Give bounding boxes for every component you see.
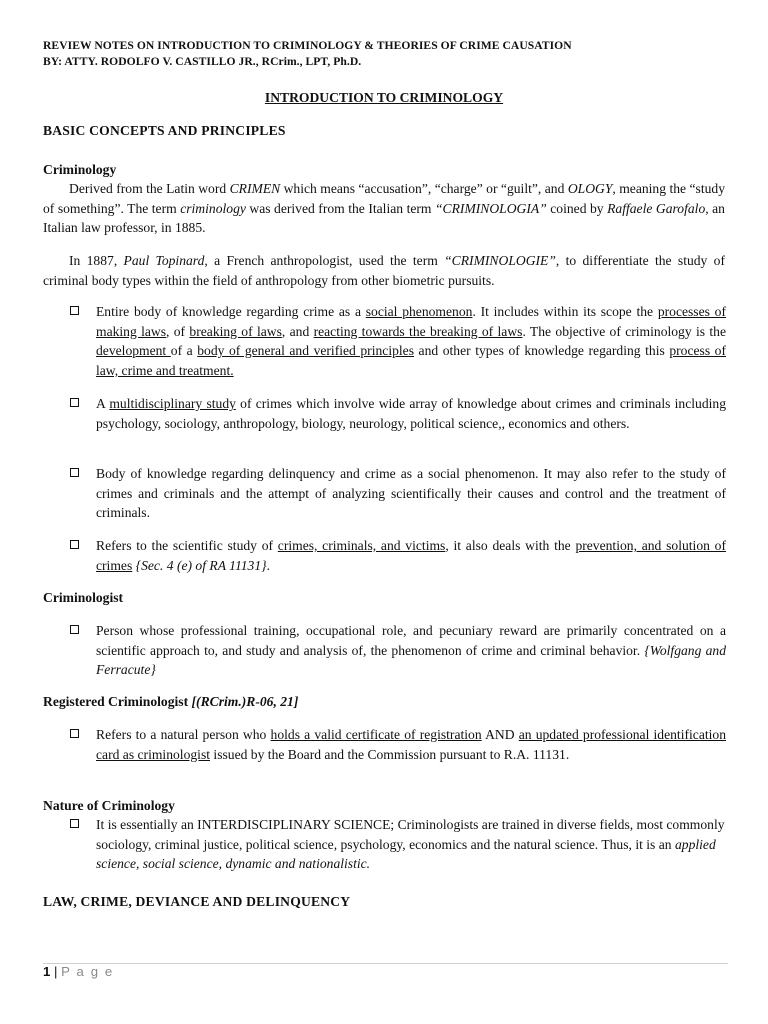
underlined-phrase: development	[96, 343, 171, 359]
header-title-line: REVIEW NOTES ON INTRODUCTION TO CRIMINOLOGY & THEORIES OF CRIME CAUSATION	[43, 39, 572, 52]
text-run: , meaning the “study of something”. The term	[43, 181, 725, 216]
underlined-phrase: processes of making laws	[96, 304, 726, 339]
list-item-text: Body of knowledge regarding delinquency and crime as a social phenomenon. It may also refer to the study of crimes and criminals and the attempt of analyzing scientifically their causes and control and the treatment of criminals.	[96, 466, 726, 521]
underlined-phrase: crimes, criminals, and victims	[277, 538, 446, 553]
underlined-phrase: process of law, crime and treatment.	[96, 343, 726, 378]
italic-term-criminology: criminology	[180, 200, 246, 216]
text-run: , an Italian law professor, in 1885.	[43, 200, 725, 236]
paragraph-topinard	[43, 251, 725, 290]
underlined-phrase: body of general and verified principles	[197, 343, 414, 359]
text-run: . The objective of criminology is the	[522, 323, 726, 339]
checkbox-bullet-icon	[70, 729, 79, 738]
list-item-text	[96, 621, 726, 680]
underlined-phrase: holds a valid certificate of registration	[270, 727, 482, 742]
text-run: A	[96, 396, 110, 411]
text-run: which means “accusation”, “charge” or “guilt”, and	[280, 181, 568, 196]
footer-separator: |	[50, 964, 62, 979]
italic-citation: {Sec. 4 (e) of RA 11131}	[135, 557, 267, 573]
section-heading-law-crime: LAW, CRIME, DEVIANCE AND DELINQUENCY	[43, 894, 351, 909]
text-run: was derived from the Italian term	[245, 200, 435, 216]
text-run: Refers to a natural person who	[96, 727, 271, 742]
list-item-text	[96, 725, 726, 764]
text-run: Derived from the Latin word	[69, 181, 230, 196]
page-number: 1	[43, 964, 51, 979]
heading-text: Registered Criminologist	[43, 694, 192, 709]
italic-phrase: applied science, social science, dynamic and nationalistic.	[96, 836, 716, 872]
text-run: , it also deals with the	[445, 538, 576, 553]
underlined-phrase: social phenomenon	[365, 304, 473, 319]
checkbox-bullet-icon	[70, 398, 79, 407]
text-run: , of	[166, 323, 190, 339]
text-run: , to differentiate the study of criminal body types within the field of anthropology from other biometric pursuits.	[43, 253, 725, 288]
footer-divider	[43, 963, 728, 964]
section-heading-basic-concepts: BASIC CONCEPTS AND PRINCIPLES	[43, 123, 286, 138]
list-item-text	[96, 536, 726, 575]
list-item-registered-definition	[70, 725, 726, 764]
text-run: Refers to the scientific study of	[96, 538, 278, 553]
italic-term-crimen: CRIMEN	[229, 181, 281, 196]
text-run: Entire body of knowledge regarding crime as a	[96, 304, 366, 319]
text-run: coined by	[546, 200, 608, 216]
paragraph-criminology-origin	[43, 179, 725, 238]
text-run: It is essentially an INTERDISCIPLINARY SCIENCE; Criminologists are trained in diverse fields, most commonly sociology, criminal justice, political science, psychology, economics and the natural science. Thus, it is an	[96, 817, 725, 852]
list-item-criminologist-definition	[70, 621, 726, 680]
checkbox-bullet-icon	[70, 625, 79, 634]
checkbox-bullet-icon	[70, 819, 79, 828]
heading-nature-of-criminology: Nature of Criminology	[43, 798, 175, 813]
underlined-phrase: breaking of laws	[189, 323, 282, 339]
page-footer	[43, 964, 114, 980]
list-item-criminology-definition-1	[70, 302, 726, 380]
list-item-criminology-definition-3	[70, 464, 726, 523]
italic-term-criminologie: “CRIMINOLOGIE”	[444, 253, 556, 268]
heading-citation: [(RCrim.)R-06, 21]	[191, 694, 299, 709]
text-run: AND	[481, 727, 519, 742]
list-item-nature-definition	[70, 815, 726, 874]
text-run: .	[266, 557, 270, 573]
list-item-criminology-definition-2	[70, 394, 726, 433]
italic-term-criminologia: “CRIMINOLOGIA”	[434, 200, 547, 216]
heading-criminology: Criminology	[43, 162, 117, 177]
document-title: INTRODUCTION TO CRIMINOLOGY	[264, 90, 504, 105]
italic-name-garofalo: Raffaele Garofalo	[607, 200, 706, 216]
text-run: and other types of knowledge regarding this	[414, 343, 670, 359]
list-item-text	[96, 394, 726, 433]
list-item-text	[96, 302, 726, 380]
header-author-line: BY: ATTY. RODOLFO V. CASTILLO JR., RCrim., LPT, Ph.D.	[43, 54, 362, 68]
underlined-phrase: prevention, and solution of crimes	[96, 538, 726, 573]
underlined-phrase: reacting towards the breaking of laws	[313, 323, 523, 339]
checkbox-bullet-icon	[70, 540, 79, 549]
text-run: Person whose professional training, occupational role, and pecuniary reward are primarily concentrated on a scientific approach to, and study and analysis of, the phenomenon of crime and criminal behavior.	[96, 623, 726, 658]
heading-criminologist: Criminologist	[43, 590, 124, 605]
list-item-criminology-definition-4	[70, 536, 726, 575]
italic-name-topinard: Paul Topinard	[123, 253, 205, 268]
text-run: In 1887,	[69, 253, 124, 268]
text-run: , and	[281, 323, 314, 339]
italic-citation: {Wolfgang and Ferracute}	[96, 642, 726, 678]
text-run: of a	[170, 343, 198, 359]
list-item-text	[96, 815, 726, 874]
italic-term-ology: OLOGY	[567, 181, 613, 196]
checkbox-bullet-icon	[70, 306, 79, 315]
text-run: , a French anthropologist, used the term	[204, 253, 445, 268]
checkbox-bullet-icon	[70, 468, 79, 477]
underlined-phrase: an updated professional identification card as criminologist	[96, 727, 727, 762]
underlined-phrase: multidisciplinary study	[109, 396, 236, 411]
page-label: P a g e	[61, 964, 114, 979]
document-header	[43, 38, 733, 69]
text-run: . It includes within its scope the	[472, 304, 658, 319]
text-run: issued by the Board and the Commission pursuant to R.A. 11131.	[210, 746, 570, 762]
text-run: of crimes which involve wide array of knowledge about crimes and criminals including psychology, sociology, anthropology, biology, neurology, political science,, economics and others.	[96, 396, 726, 431]
heading-registered-criminologist	[43, 692, 298, 712]
